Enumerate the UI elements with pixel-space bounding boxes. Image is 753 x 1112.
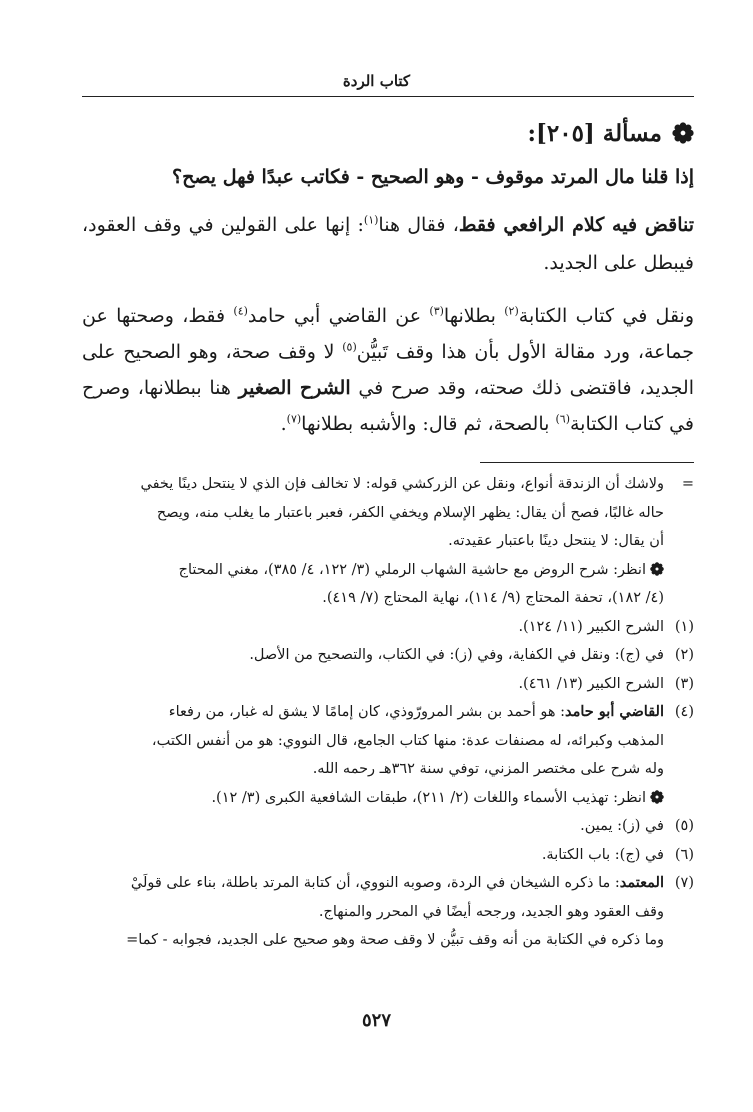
footnote-line: وما ذكره في الكتابة من أنه وقف تبيُّن لا وقف صحة وهو صحيح على الجديد، فجوابه - كما= bbox=[126, 932, 664, 948]
footnote-reference-line bbox=[82, 784, 664, 813]
flower-bullet-icon bbox=[650, 790, 664, 804]
footnote-7 bbox=[82, 869, 694, 955]
footnote-number: (٢) bbox=[674, 647, 694, 663]
footnote-line-text: : ما ذكره الشيخان في الردة، وصوبه النووي، أن كتابة المرتد باطلة، بناء على قولَيْ bbox=[130, 875, 620, 891]
footnote-line-text: انظر: شرح الروض مع حاشية الشهاب الرملي (٣/ ١٢٢، ٤/ ٣٨٥)، مغني المحتاج bbox=[178, 561, 646, 578]
footnote-text: في (ج): ونقل في الكفاية، وفي (ز): في الكتاب، والتصحيح من الأصل. bbox=[249, 647, 664, 663]
main-text bbox=[82, 110, 694, 442]
header-rule bbox=[82, 96, 694, 97]
footnote-line: المذهب وكبرائه، له مصنفات عدة: منها كتاب الجامع، قال النووي: هو من أنفس الكتب، bbox=[151, 732, 664, 749]
footnote-text: الشرح الكبير (١٣/ ٤٦١). bbox=[518, 675, 664, 692]
running-head: كتاب الردة bbox=[342, 72, 411, 90]
footnote-ref-6[interactable]: (٦) bbox=[555, 412, 570, 426]
footnote-ref-3[interactable]: (٣) bbox=[429, 304, 444, 318]
footnote-reference-line bbox=[82, 556, 664, 585]
continuation-marker: = bbox=[681, 476, 694, 492]
footnote-2 bbox=[82, 641, 694, 670]
question-paragraph: إذا قلنا مال المرتد موقوف - وهو الصحيح - فكاتب عبدًا فهل يصح؟ bbox=[171, 166, 694, 188]
biography-name: القاضي أبو حامد bbox=[564, 703, 664, 720]
footnote-line: ولاشك أن الزندقة أنواع، ونقل عن الزركشي قوله: لا تخالف فإن الذي لا ينتحل دينًا يخفي bbox=[140, 476, 664, 492]
para3-text-3: عن القاضي أبي حامد bbox=[247, 305, 430, 327]
footnote-text: في (ز): يمين. bbox=[580, 818, 664, 834]
paragraph-transmission bbox=[82, 298, 694, 442]
sharh-saghir-phrase: الشرح الصغير bbox=[238, 377, 351, 399]
footnote-number: (٦) bbox=[674, 846, 694, 863]
para2-text-2: : إنها على القولين في وقف العقود، فيبطل على الجديد. bbox=[82, 214, 694, 274]
footnote-line: وله شرح على مختصر المزني، توفي سنة ٣٦٢هـ رحمه الله. bbox=[312, 761, 664, 777]
para3-text-7: بالصحة، ثم قال: والأشبه بطلانها bbox=[301, 413, 556, 435]
footnote-number: (٥) bbox=[674, 818, 694, 834]
paragraph-contradiction bbox=[82, 206, 694, 282]
para3-text-5: لا وقف صحة، وهو الصحيح على الجديد، فاقتضى ذلك صحته، وقد صرح في bbox=[82, 341, 694, 399]
footnote-ref-1[interactable]: (١) bbox=[363, 213, 379, 227]
para3-text-2: بطلانها bbox=[443, 305, 505, 327]
footnote-line: أن يقال: لا ينتحل دينًا باعتبار عقيدته. bbox=[448, 533, 664, 549]
footnote-ref-4[interactable]: (٤) bbox=[233, 304, 248, 318]
footnote-number: (١) bbox=[674, 618, 694, 635]
footnote-1 bbox=[82, 613, 694, 642]
page-number: ٥٢٧ bbox=[361, 1010, 391, 1031]
footnote-line-text: : هو أحمد بن بشر المرورّوذي، كان إمامًا لا يشق له غبار، من رفعاء bbox=[168, 704, 565, 720]
para3-text-4: فقط، وصحتها عن جماعة، ورد مقالة الأول بأن هذا وقف تَبيُّن bbox=[82, 305, 695, 363]
para3-text-8: . bbox=[280, 413, 287, 435]
footnotes bbox=[82, 470, 694, 955]
footnote-line: (٤/ ١٨٢)، تحفة المحتاج (٩/ ١١٤)، نهاية المحتاج (٧/ ٤١٩). bbox=[322, 590, 664, 606]
footnote-text bbox=[82, 869, 664, 955]
footnote-line: حاله غالبًا، فصح أن يقال: يظهر الإسلام ويخفي الكفر، فعبر باعتبار ما يغلب منه، ويصح bbox=[156, 504, 664, 521]
footnote-text: الشرح الكبير (١١/ ١٢٤). bbox=[518, 618, 664, 635]
footnote-continued-text bbox=[82, 470, 664, 613]
flower-bullet-icon bbox=[650, 562, 664, 576]
footnote-ref-5[interactable]: (٥) bbox=[342, 340, 357, 354]
footnote-continued bbox=[82, 470, 694, 613]
footnote-rule bbox=[480, 462, 694, 463]
footnote-number: (٣) bbox=[674, 675, 694, 692]
flower-ornament-icon bbox=[672, 122, 694, 144]
relied-upon-label: المعتمد bbox=[619, 874, 664, 891]
footnote-line-text: انظر: تهذيب الأسماء واللغات (٢/ ٢١١)، طبقات الشافعية الكبرى (٣/ ١٢). bbox=[211, 789, 646, 806]
issue-heading bbox=[82, 110, 694, 156]
footnote-5 bbox=[82, 812, 694, 841]
footnote-line: وقف العقود وهو الجديد، ورجحه أيضًا في المحرر والمنهاج. bbox=[318, 903, 664, 920]
issue-heading-text: مسألة [٢٠٥]: bbox=[527, 119, 662, 147]
footnote-4 bbox=[82, 698, 694, 812]
footnote-text: في (ج): باب الكتابة. bbox=[541, 846, 664, 863]
footnote-6 bbox=[82, 841, 694, 870]
rafii-phrase: تناقض فيه كلام الرافعي فقط bbox=[458, 214, 695, 236]
para3-text-6: هنا ببطلانها، وصرح في كتاب الكتابة bbox=[82, 377, 694, 435]
footnote-ref-7[interactable]: (٧) bbox=[286, 412, 302, 426]
para2-text-1: ، فقال هنا bbox=[378, 214, 459, 236]
footnote-line bbox=[82, 698, 664, 727]
footnote-ref-2[interactable]: (٢) bbox=[504, 304, 519, 318]
footnote-number: (٧) bbox=[674, 875, 694, 891]
footnote-3 bbox=[82, 670, 694, 699]
footnote-text bbox=[82, 698, 664, 812]
footnote-line bbox=[82, 869, 664, 898]
para3-text-1: ونقل في كتاب الكتابة bbox=[518, 305, 695, 327]
footnote-number: (٤) bbox=[674, 704, 694, 720]
